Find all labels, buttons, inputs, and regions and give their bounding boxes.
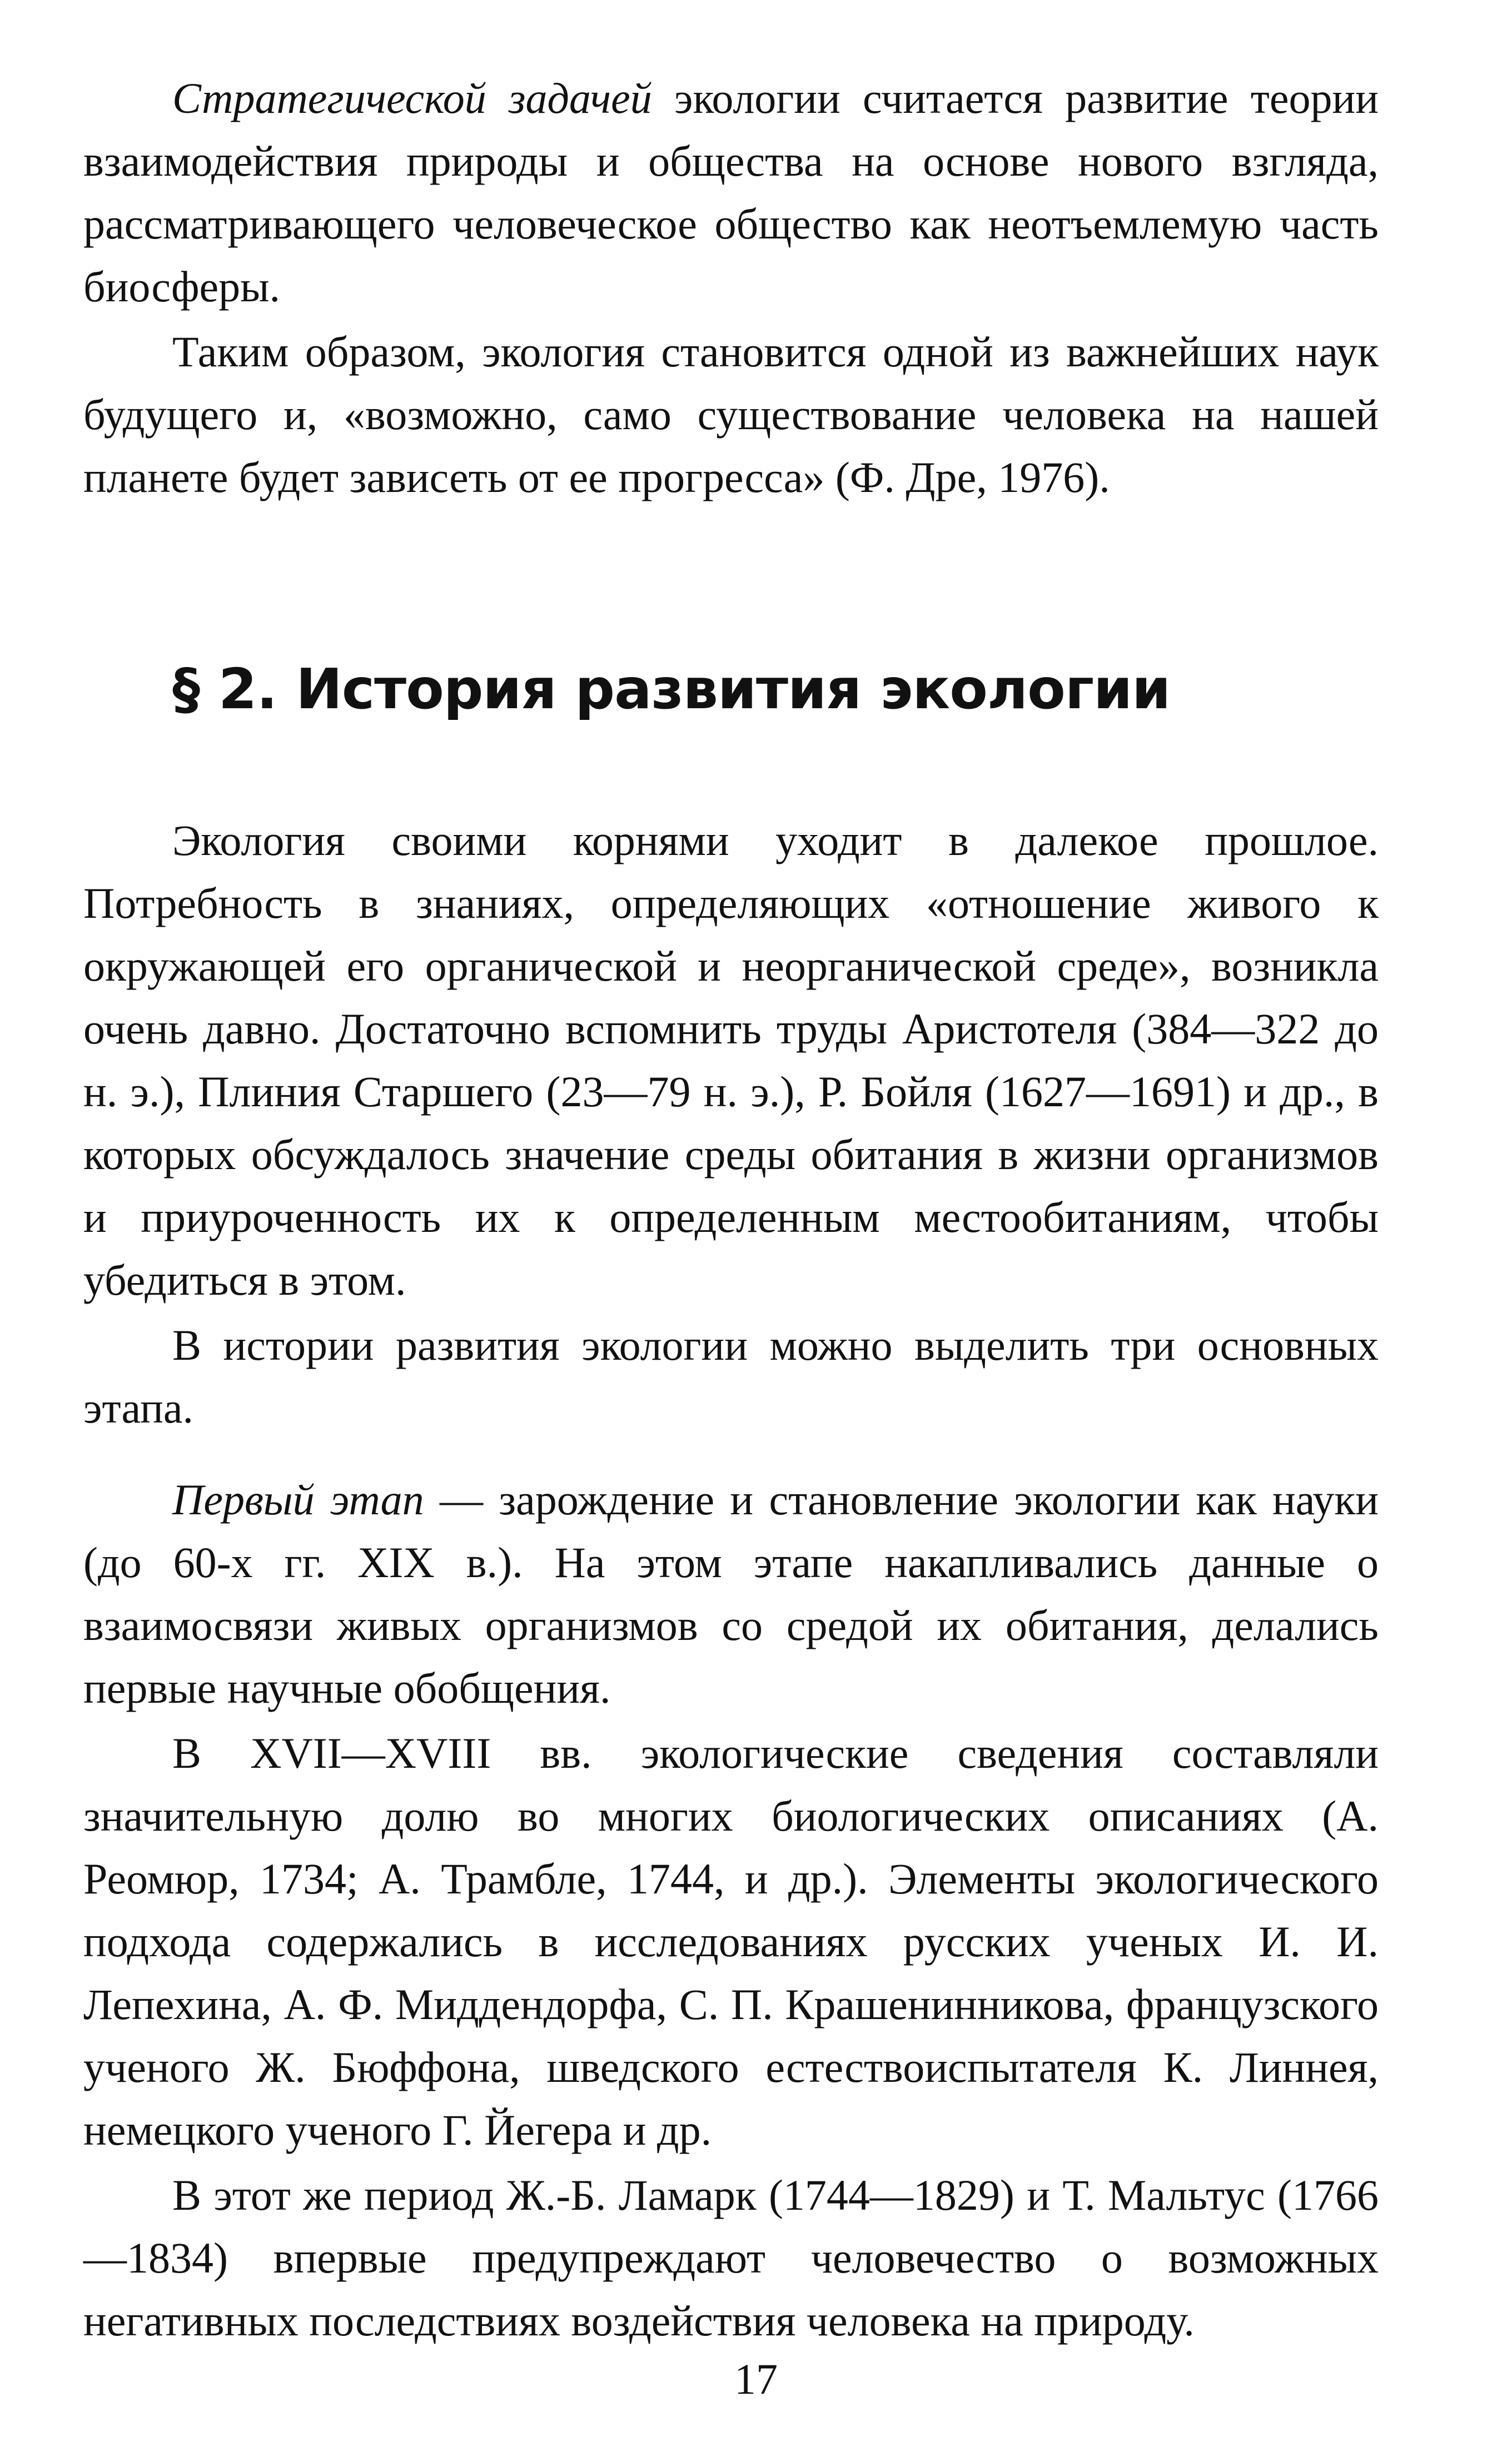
- paragraph-strategic-task: [83, 67, 1379, 318]
- paragraph-ecology-roots: [83, 809, 1379, 1311]
- paragraph-text: Экология своими корнями уходит в далекое прошлое. Потребность в знаниях, определяющих «отношение живого к окружающей его органической и неорганической среде», возникла очень давно. Достаточно вспомнить труды Аристотеля (384—322 до н. э.), Плиния Старшего (23—79 н. э.), Р. Бойля (1627—1691) и др., в которых обсуждалось значение среды обитания в жизни организмов и приуроченность их к определенным местообитаниям, чтобы убедиться в этом.: [83, 816, 1379, 1304]
- paragraph-text: В истории развития экологии можно выделить три основных этапа.: [83, 1321, 1379, 1432]
- italic-term: Первый этап: [172, 1475, 424, 1524]
- paragraph-ecology-future: [83, 320, 1379, 509]
- italic-term: Стратегической задачей: [172, 74, 652, 122]
- paragraph-text: экологии считается развитие теории взаимодействия природы и общества на основе нового взгляда, рассматривающего человеческое общество как неотъемлемую часть биосферы.: [83, 74, 1379, 311]
- paragraph-three-stages: [83, 1314, 1379, 1439]
- page-number: 17: [734, 2355, 778, 2403]
- paragraph-lamarck-malthus: [83, 2164, 1379, 2352]
- paragraph-text: Таким образом, экология становится одной из важнейших наук будущего и, «возможно, само существование человека на нашей планете будет зависеть от ее прогресса» (Ф. Дре, 1976).: [83, 327, 1379, 501]
- section-heading-block: [172, 653, 1379, 725]
- paragraph-text: — зарождение и становление экологии как науки (до 60-х гг. XIX в.). На этом этапе накапливались данные о взаимосвязи живых организмов со средой их обитания, делались первые научные обобщения.: [83, 1475, 1379, 1712]
- section-heading: § 2. История развития экологии: [172, 657, 1171, 722]
- paragraph-text: В этот же период Ж.-Б. Ламарк (1744—1829) и Т. Мальтус (1766—1834) впервые предупреждают человечество о возможных негативных последствиях воздействия человека на природу.: [83, 2171, 1379, 2345]
- paragraph-first-stage: [83, 1468, 1379, 1719]
- page-body: [83, 67, 1379, 2352]
- paragraph-text: В XVII—XVIII вв. экологические сведения составляли значительную долю во многих биологических описаниях (А. Реомюр, 1734; А. Трамбле, 1744, и др.). Элементы экологического подхода содержались в исследованиях русских ученых И. И. Лепехина, А. Ф. Миддендорфа, С. П. Крашенинникова, французского ученого Ж. Бюффона, шведского естествоиспытателя К. Линнея, немецкого ученого Г. Йегера и др.: [83, 1729, 1379, 2154]
- paragraph-17-18-centuries: [83, 1722, 1379, 2161]
